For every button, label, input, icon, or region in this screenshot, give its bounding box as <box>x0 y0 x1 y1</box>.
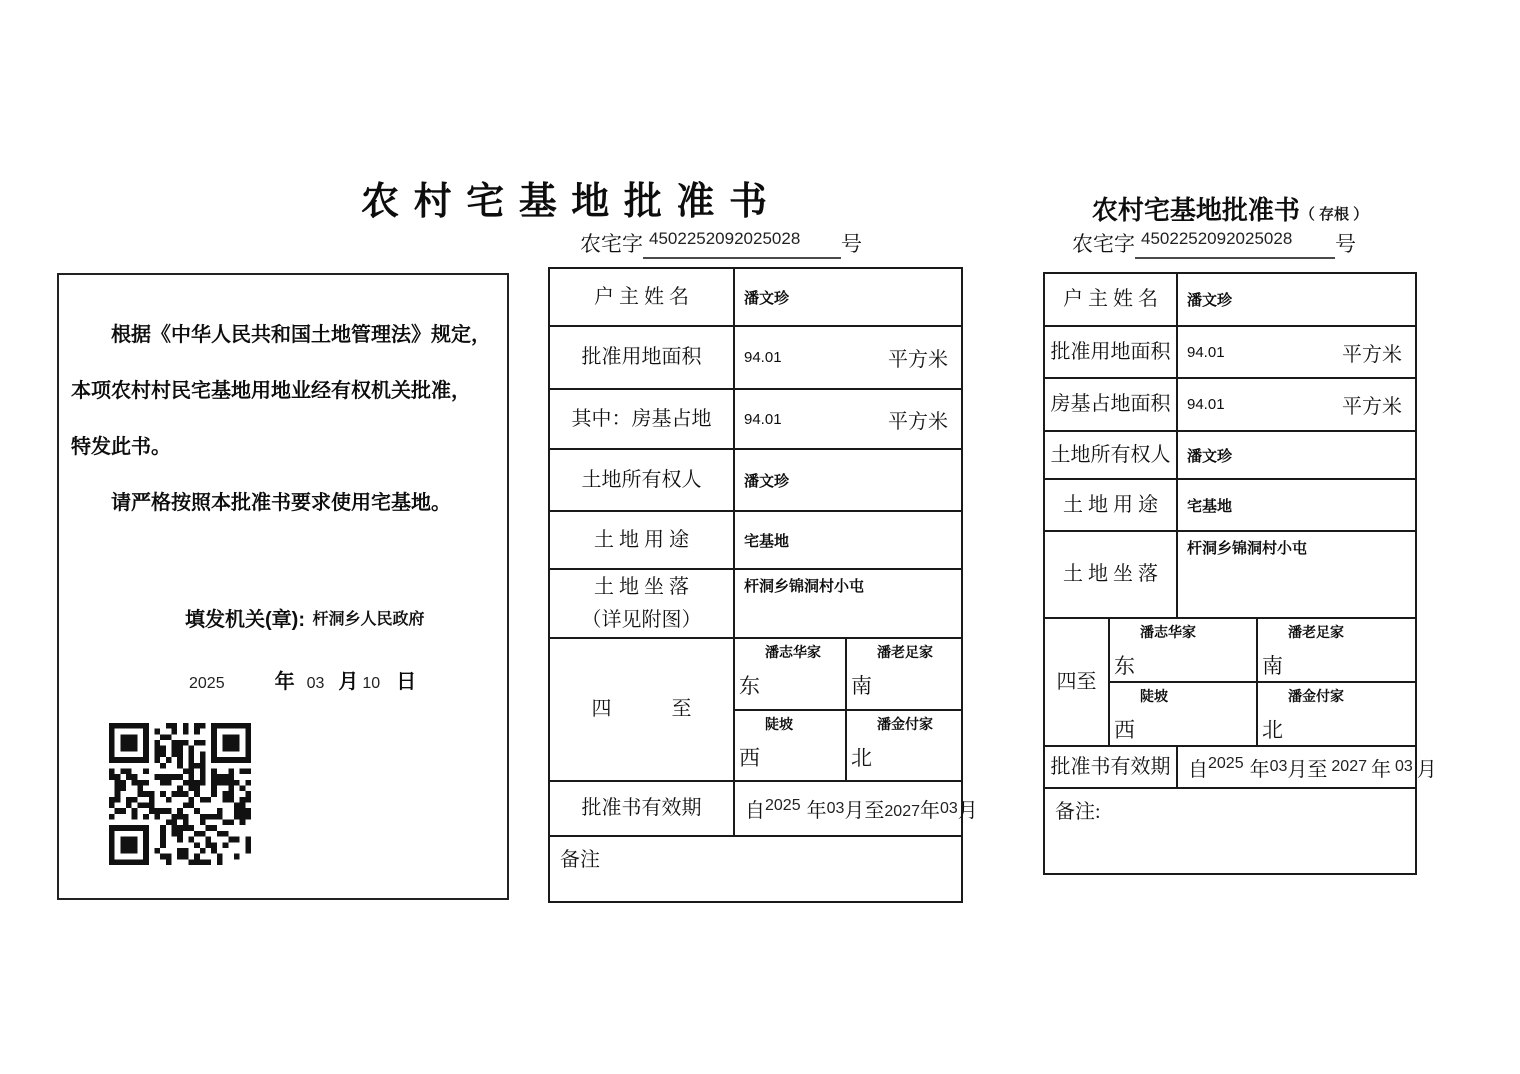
row-label: 房基占地面积 <box>1045 379 1178 430</box>
row-label: 户 主 姓 名 <box>1045 274 1178 325</box>
issue-date-line <box>189 665 416 694</box>
approved-area-cell <box>1178 327 1415 377</box>
table-row <box>550 327 961 390</box>
east-neighbor: 潘志华家 <box>765 644 821 660</box>
east-label: 东 <box>739 674 760 698</box>
table-row <box>1045 480 1415 532</box>
location-value: 杆洞乡锦洞村小屯 <box>1187 540 1308 557</box>
table-row <box>550 390 961 450</box>
day-unit: 日 <box>396 671 417 693</box>
boundary-west <box>735 711 847 781</box>
approved-area-value: 94.01 <box>744 349 782 366</box>
valid-to-year: 2027 <box>884 802 920 820</box>
validity-value: 自 2025 年 03 月至 2027 年 03 月 <box>1188 755 1437 781</box>
building-area-cell <box>735 390 961 448</box>
area-unit: 平方米 <box>888 410 948 433</box>
area-unit: 平方米 <box>1342 343 1402 366</box>
issue-month: 03 <box>306 675 325 692</box>
table-row <box>550 450 961 512</box>
row-label: 土地所有权人 <box>1045 432 1178 478</box>
location-value: 杆洞乡锦洞村小屯 <box>744 578 865 595</box>
stub-doc-number-line <box>1072 228 1356 259</box>
validity-row <box>550 782 978 837</box>
table-row <box>1045 379 1415 432</box>
remark-label: 备注: <box>1055 801 1101 823</box>
certificate-table <box>548 267 978 903</box>
qr-code <box>109 723 251 865</box>
doc-number-line <box>580 228 862 259</box>
valid-from-month: 03 <box>826 799 845 817</box>
notice-text <box>59 275 507 531</box>
west-label: 西 <box>739 745 760 770</box>
table-row <box>1045 274 1415 327</box>
table-row <box>1045 532 1415 619</box>
stub-title-line <box>1043 190 1417 227</box>
row-label: 土 地 用 途 <box>1045 480 1178 530</box>
row-label: 四 至 <box>550 639 735 780</box>
remark-row <box>550 837 961 903</box>
notice-line: 根据《中华人民共和国土地管理法》规定， <box>111 324 491 346</box>
row-label: 四至 <box>1045 619 1110 745</box>
row-label: 土 地 坐 落 <box>1045 532 1178 617</box>
year-unit: 年 <box>274 671 295 693</box>
boundary-south <box>1258 619 1415 681</box>
west-neighbor: 陡坡 <box>1140 688 1168 704</box>
issue-day: 10 <box>362 675 381 692</box>
doc-number-suffix: 号 <box>841 232 862 256</box>
building-area-value: 94.01 <box>744 410 782 428</box>
south-neighbor: 潘老足家 <box>1288 624 1344 640</box>
area-unit: 平方米 <box>888 349 948 371</box>
row-label: 批准书有效期 <box>1045 747 1178 787</box>
approved-area-cell <box>735 327 961 388</box>
row-label: 批准用地面积 <box>1045 327 1178 377</box>
notice-panel <box>57 273 509 900</box>
notice-line: 特发此书。 <box>71 436 171 458</box>
land-owner-value: 潘文珍 <box>1187 447 1233 465</box>
valid-from-year: 2025 <box>765 796 801 814</box>
stub-title-suffix: （ 存根 ） <box>1299 206 1369 223</box>
table-row <box>1045 432 1415 480</box>
valid-to-month: 03 <box>1394 758 1413 775</box>
boundaries-row <box>550 639 961 782</box>
remark-row <box>1045 789 1415 875</box>
land-use-value: 宅基地 <box>744 532 790 550</box>
doc-number-value: 4502252092025028 <box>649 229 801 248</box>
table-row <box>550 570 961 639</box>
doc-number-prefix: 农宅字 <box>1072 232 1135 256</box>
row-label: 土 地 用 途 <box>550 512 735 568</box>
row-label: 户 主 姓 名 <box>550 269 735 325</box>
table-row <box>550 512 961 570</box>
valid-to-month: 03 <box>939 799 958 817</box>
validity-value: 自 2025 年 03 月至 2027 年 03 月 <box>745 796 978 822</box>
doc-number-blank <box>1135 229 1335 259</box>
south-label: 南 <box>851 674 872 698</box>
west-label: 西 <box>1114 718 1135 742</box>
table-row <box>550 269 961 327</box>
row-label: 土地所有权人 <box>550 450 735 510</box>
validity-row <box>1045 747 1437 789</box>
doc-number-suffix: 号 <box>1335 232 1356 256</box>
doc-number-value: 4502252092025028 <box>1141 229 1293 248</box>
valid-to-year: 2027 <box>1331 758 1367 775</box>
month-unit: 月 <box>338 671 359 693</box>
issuer-label: 填发机关(章): <box>185 609 305 631</box>
building-area-cell <box>1178 379 1415 430</box>
boundaries-row <box>1045 619 1415 747</box>
building-area-value: 94.01 <box>1187 396 1225 413</box>
row-label: 土 地 坐 落 （详见附图） <box>550 570 735 637</box>
doc-number-prefix: 农宅字 <box>580 232 643 256</box>
boundary-south <box>847 639 961 709</box>
issuer-line <box>185 603 424 632</box>
north-label: 北 <box>1262 718 1283 742</box>
south-label: 南 <box>1262 654 1283 678</box>
east-label: 东 <box>1114 654 1135 678</box>
boundary-north <box>847 711 961 781</box>
boundary-east <box>1110 619 1258 681</box>
main-title: 农 村 宅 基 地 批 准 书 <box>361 181 769 223</box>
land-owner-value: 潘文珍 <box>744 472 790 490</box>
north-neighbor: 潘金付家 <box>877 715 933 732</box>
boundary-north <box>1258 683 1415 745</box>
boundary-east <box>735 639 847 709</box>
doc-number-blank <box>643 229 841 259</box>
south-neighbor: 潘老足家 <box>877 644 933 660</box>
notice-line: 本项农村村民宅基地用地业经有权机关批准， <box>71 380 471 402</box>
west-neighbor: 陡坡 <box>765 715 793 732</box>
row-label: 批准用地面积 <box>550 327 735 388</box>
householder-value: 潘文珍 <box>744 289 790 307</box>
valid-from-month: 03 <box>1269 758 1288 775</box>
east-neighbor: 潘志华家 <box>1140 624 1196 640</box>
row-label: 批准书有效期 <box>550 782 735 835</box>
boundaries-grid <box>735 639 961 780</box>
valid-from-year: 2025 <box>1208 755 1244 772</box>
boundaries-grid <box>1110 619 1415 745</box>
notice-line: 请严格按照本批准书要求使用宅基地。 <box>111 492 451 514</box>
row-label: 其中：房基占地 <box>550 390 735 448</box>
remark-label: 备注 <box>560 849 600 871</box>
stub-title: 农村宅基地批准书 <box>1091 195 1300 225</box>
issuer-value: 杆洞乡人民政府 <box>312 611 425 628</box>
land-use-value: 宅基地 <box>1187 497 1233 515</box>
stub-table <box>1043 272 1437 875</box>
approved-area-value: 94.01 <box>1187 343 1225 361</box>
table-row <box>1045 327 1415 379</box>
boundary-west <box>1110 683 1258 745</box>
north-neighbor: 潘金付家 <box>1288 688 1344 704</box>
issue-year: 2025 <box>189 675 225 692</box>
area-unit: 平方米 <box>1342 396 1402 418</box>
householder-value: 潘文珍 <box>1187 292 1233 309</box>
north-label: 北 <box>851 745 872 770</box>
